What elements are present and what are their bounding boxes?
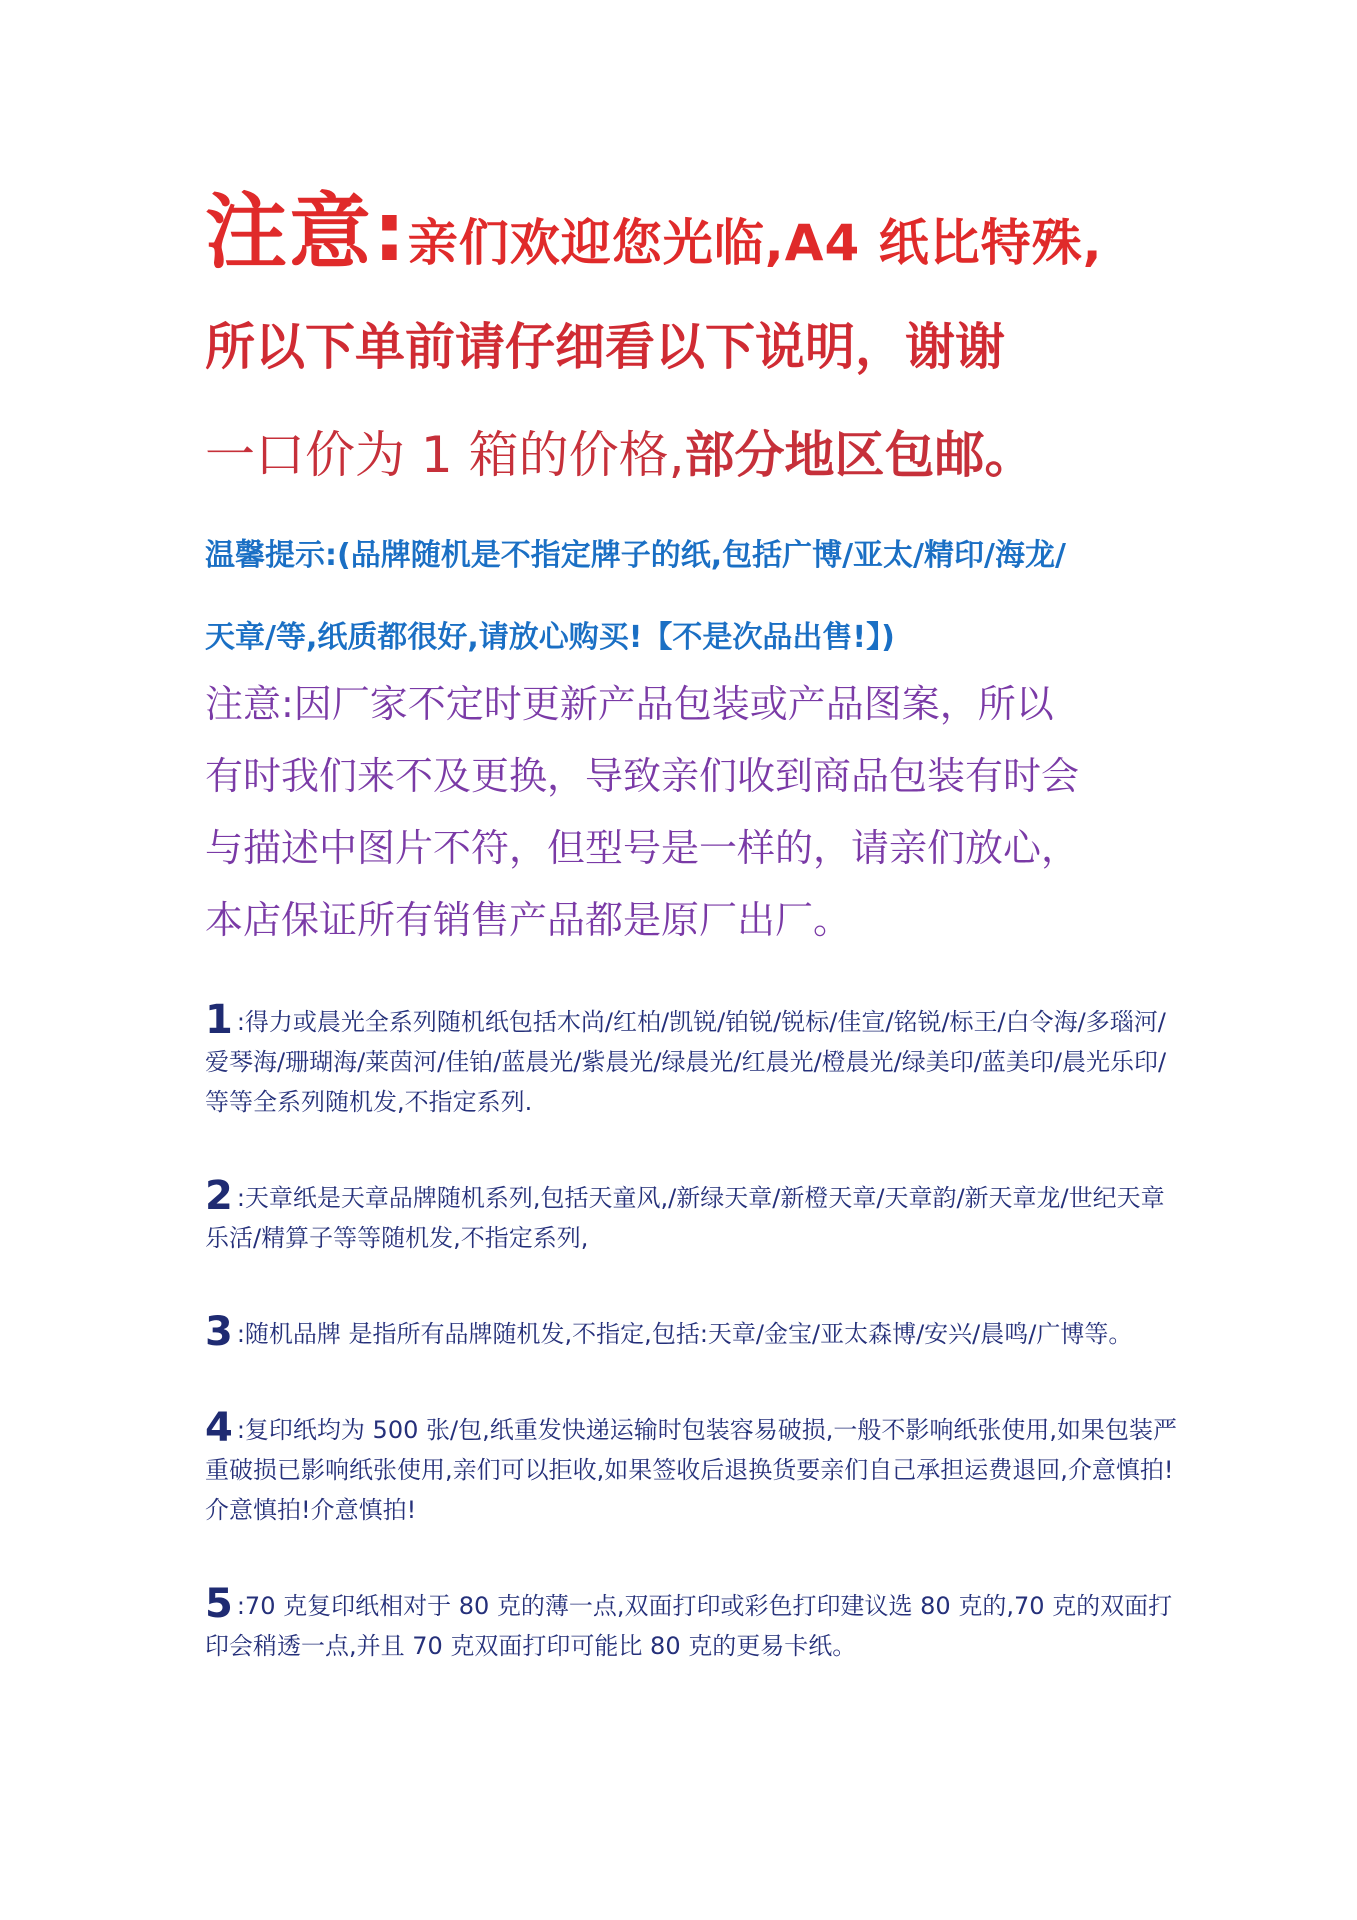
header-line-3: [205, 403, 1205, 507]
item-number: 3: [205, 1309, 233, 1355]
item-number: 2: [205, 1173, 233, 1219]
packaging-notice: [205, 668, 1185, 956]
header-line-1: [205, 185, 1205, 291]
item-number: 4: [205, 1405, 233, 1451]
item-text: :70 克复印纸相对于 80 克的薄一点,双面打印或彩色打印建议选 80 克的,70 克的双面打印会稍透一点,并且 70 克双面打印可能比 80 克的更易卡纸。: [205, 1592, 1173, 1660]
list-item: [205, 997, 1180, 1122]
header-welcome-text: 亲们欢迎您光临,A4 纸比特殊,: [407, 214, 1103, 272]
item-text: :得力或晨光全系列随机纸包括木尚/红柏/凯锐/铂锐/锐标/佳宣/铭锐/标王/白令海/多瑙河/爱琴海/珊瑚海/莱茵河/佳铂/蓝晨光/紫晨光/绿晨光/红晨光/橙晨光/绿美印/蓝美印/晨光乐印/等等全系列随机发,不指定系列.: [205, 1008, 1167, 1116]
notice-line-4: 本店保证所有销售产品都是原厂出厂。: [205, 898, 852, 942]
item-text: :随机品牌 是指所有品牌随机发,不指定,包括:天章/金宝/亚太森博/安兴/晨鸣/广博等。: [236, 1320, 1133, 1348]
item-number: 5: [205, 1581, 233, 1627]
shipping-text: 部分地区包邮。: [684, 426, 1035, 484]
header-line-2: 所以下单前请仔细看以下说明，谢谢: [205, 318, 1005, 376]
item-text: :天章纸是天章品牌随机系列,包括天童风,/新绿天章/新橙天章/天章韵/新天章龙/世纪天章乐活/精算子等等随机发,不指定系列,: [205, 1184, 1165, 1252]
item-number: 1: [205, 997, 233, 1043]
list-item: [205, 1309, 1180, 1355]
tip-line-2: 天章/等,纸质都很好,请放心购买!【不是次品出售!】): [205, 620, 895, 655]
tip-line-1: 温馨提示:(品牌随机是不指定牌子的纸,包括广博/亚太/精印/海龙/: [205, 538, 1066, 573]
price-text: 一口价为 1 箱的价格,: [205, 426, 685, 484]
item-text: :复印纸均为 500 张/包,纸重发快递运输时包装容易破损,一般不影响纸张使用,如果包装严重破损已影响纸张使用,亲们可以拒收,如果签收后退换货要亲们自己承担运费退回,介意慎拍!介意慎拍!介意慎拍!: [205, 1416, 1177, 1524]
notice-header: [205, 185, 1205, 507]
list-item: [205, 1405, 1180, 1530]
header-title: 注意:: [205, 185, 408, 280]
notice-line-3: 与描述中图片不符，但型号是一样的，请亲们放心，: [205, 826, 1080, 870]
numbered-list: [205, 997, 1180, 1720]
warm-tip: [205, 530, 1185, 656]
list-item: [205, 1581, 1180, 1666]
notice-line-2: 有时我们来不及更换，导致亲们收到商品包装有时会: [205, 754, 1080, 798]
list-item: [205, 1173, 1180, 1258]
notice-line-1: 注意:因厂家不定时更新产品包装或产品图案，所以: [205, 682, 1054, 726]
